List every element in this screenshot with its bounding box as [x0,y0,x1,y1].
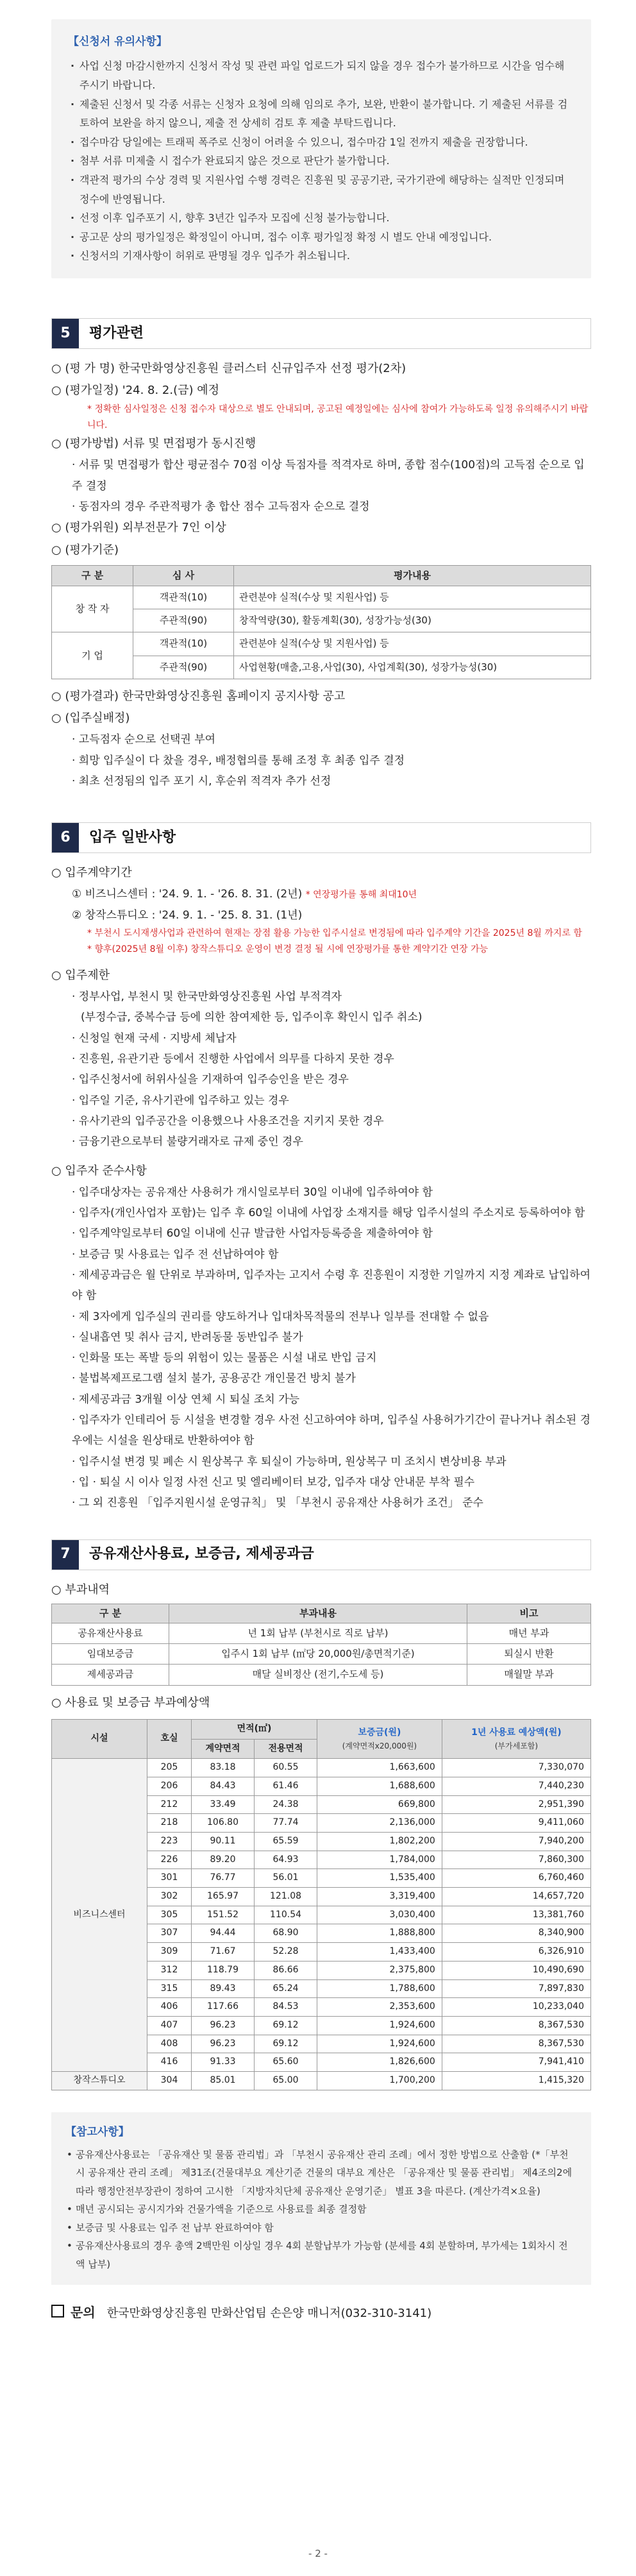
room-assignment: ○ (입주실배정) [51,711,130,725]
fees-title: ○ 부과내역 [51,1582,110,1597]
table-cell: 65.60 [255,2053,317,2072]
section-number: 5 [52,319,79,348]
contact-label: 문의 [71,2305,96,2321]
eval-committee: ○ (평가위원) 외부전문가 7인 이상 [51,521,226,535]
table-header [317,1719,442,1758]
table-cell: 2,375,800 [317,1961,442,1979]
table-cell: 151.52 [192,1906,255,1924]
table-header: 호실 [147,1719,192,1758]
table-cell: 84.53 [255,1998,317,2017]
table-cell: 1,688,600 [317,1777,442,1795]
rule-item: · 제세공과금은 월 단위로 부과하며, 입주자는 고지서 수령 후 진흥원이 지정한 기일까지 지정 계좌로 납입하여야 함 [72,1268,591,1303]
notice-list [68,56,574,266]
table-row [52,632,591,656]
table-cell: 33.49 [192,1795,255,1814]
table-row [52,656,591,679]
rules-title: ○ 입주자 준수사항 [51,1164,147,1178]
table-cell: 9,411,060 [442,1814,590,1833]
table-cell: 공유재산사용료 [52,1623,169,1643]
table-cell: 301 [147,1869,192,1888]
eval-result: ○ (평가결과) 한국만화영상진흥원 홈페이지 공지사항 공고 [51,689,346,703]
section-title: 평가관련 [89,325,144,341]
restriction-item: · 정부사업, 부천시 및 한국만화영상진흥원 사업 부적격자 [72,990,342,1004]
notice-item: · 선정 이후 입주포기 시, 향후 3년간 입주자 모집에 신청 불가능합니다. [68,208,574,228]
table-cell: 206 [147,1777,192,1795]
rule-item: · 제 3자에게 입주실의 권리를 양도하거나 입대차목적물의 전부나 일부를 전대할 수 없음 [72,1310,489,1323]
restriction-item: · 유사기관의 입주공간을 이용했으나 사용조건을 지키지 못한 경우 [72,1114,384,1128]
notice-box [51,19,591,278]
table-cell: 121.08 [255,1888,317,1906]
table-cell: 52.28 [255,1943,317,1962]
reference-item: • 공유재산사용료는 「공유재산 및 물품 관리법」과 「부천시 공유재산 관리 조례」에서 정한 방법으로 산출함 (*「부천시 공유재산 관리 조례」 제31조(건물대부요 계산기준 건물의 대부요 계산은 「공유재산 및 물품 관리법」 제4조의2에 따라 행정안전부장관이 정하여 고시한 「지방자치단체 공유재산 운영기준」 별표 3을 따른다. (계산가격×요율) [65,2146,577,2201]
facility-cell: 창작스튜디오 [52,2071,147,2090]
table-cell: 89.20 [192,1851,255,1869]
table-cell: 7,330,070 [442,1759,590,1777]
rule-item: · 입주대상자는 공유재산 사용허가 개시일로부터 30일 이내에 입주하여야 함 [72,1185,433,1199]
estimate-table-body [52,1759,591,2090]
table-cell: 1,888,800 [317,1924,442,1943]
contract-period: ○ 입주계약기간 [51,866,132,880]
fees-table [51,1604,591,1686]
eval-schedule: ○ (평가일정) '24. 8. 2.(금) 예정 [51,384,220,398]
table-cell: 년 1회 납부 (부천시로 직로 납부) [169,1623,467,1643]
rule-item: · 불법복제프로그램 설치 불가, 공용공간 개인물건 방치 불가 [72,1372,356,1385]
rule-item: · 입주자(개인사업자 포함)는 입주 후 60일 이내에 사업장 소재지를 해당 입주시설의 주소지로 등록하여야 함 [72,1207,585,1220]
table-cell: 1,415,320 [442,2071,590,2090]
table-cell: 226 [147,1851,192,1869]
table-cell: 117.66 [192,1998,255,2017]
notice-item: · 접수마감 당일에는 트래픽 폭주로 신청이 어려울 수 있으니, 접수마감 1일 전까지 제출을 권장합니다. [68,133,574,152]
table-cell: 퇴실시 반환 [467,1644,591,1665]
page-number: - 2 - [308,2548,328,2559]
rule-item: · 입주시설 변경 및 폐손 시 원상복구 후 퇴실이 가능하며, 원상복구 미 조치시 변상비용 부과 [72,1455,506,1468]
table-cell: 77.74 [255,1814,317,1833]
table-cell: 110.54 [255,1906,317,1924]
estimate-table [51,1719,591,2090]
table-cell: 8,367,530 [442,2016,590,2035]
eval-name: ○ (평 가 명) 한국만화영상진흥원 클러스터 신규입주자 선정 평가(2차) [51,361,406,375]
table-cell: 1,924,600 [317,2035,442,2053]
table-row [52,1644,591,1665]
table-cell: 64.93 [255,1851,317,1869]
eval-method-detail: · 서류 및 면접평가 합산 평균점수 70점 이상 득점자를 적격자로 하며, 종합 점수(100점)의 고득점 순으로 입주 결정 [72,459,585,493]
table-cell: 1,433,400 [317,1943,442,1962]
section-title: 입주 일반사항 [89,829,176,846]
table-cell: 2,353,600 [317,1998,442,2017]
table-cell: 165.97 [192,1888,255,1906]
table-cell: 주관적(90) [133,656,234,679]
table-cell: 매년 부과 [467,1623,591,1643]
table-row [52,609,591,632]
restrictions-title: ○ 입주제한 [51,969,110,982]
table-cell: 90.11 [192,1833,255,1851]
fee-subheader: (부가세포함) [494,1741,539,1750]
criteria-table [51,565,591,679]
table-header [442,1719,590,1758]
table-cell: 객관적(10) [133,632,234,656]
table-cell: 84.43 [192,1777,255,1795]
table-header: 전용면적 [255,1739,317,1759]
table-cell: 입주시 1회 납부 (㎡당 20,000원/총면적기준) [169,1644,467,1665]
notice-item: · 공고문 상의 평가일정은 확정일이 아니며, 접수 이후 평가일정 확정 시 별도 안내 예정입니다. [68,228,574,247]
table-cell: 669,800 [317,1795,442,1814]
table-cell: 205 [147,1759,192,1777]
table-header: 비고 [467,1604,591,1623]
deposit-subheader: (계약면적x20,000원) [342,1741,417,1750]
table-cell: 60.55 [255,1759,317,1777]
table-cell: 89.43 [192,1979,255,1998]
table-header: 부과내용 [169,1604,467,1623]
section-number: 6 [52,823,79,852]
restriction-item: · 신청일 현재 국세 · 지방세 체납자 [72,1031,237,1045]
table-cell: 1,924,600 [317,2016,442,2035]
table-cell: 객관적(10) [133,586,234,609]
table-cell: 94.44 [192,1924,255,1943]
table-cell: 212 [147,1795,192,1814]
room-assignment-item: · 최초 선정됨의 입주 포기 시, 후순위 적격자 추가 선정 [72,774,331,788]
facility-cell: 비즈니스센터 [52,1759,147,2072]
table-cell: 매달 실비정산 (전기,수도세 등) [169,1665,467,1685]
table-cell: 1,700,200 [317,2071,442,2090]
table-cell: 65.24 [255,1979,317,1998]
table-header: 심 사 [133,565,234,586]
table-header: 구 분 [52,565,133,586]
notice-item: · 첨부 서류 미제출 시 접수가 완료되지 않은 것으로 판단가 불가합니다. [68,151,574,171]
rule-item: · 인화물 또는 폭발 등의 위험이 있는 물품은 시설 내로 반입 금지 [72,1352,377,1365]
table-cell: 10,233,040 [442,1998,590,2017]
table-row [52,1665,591,1685]
table-cell: 407 [147,2016,192,2035]
table-cell: 13,381,760 [442,1906,590,1924]
table-cell: 86.66 [255,1961,317,1979]
table-cell: 83.18 [192,1759,255,1777]
table-cell: 6,760,460 [442,1869,590,1888]
table-cell: 1,663,600 [317,1759,442,1777]
rule-item: · 제세공과금 3개월 이상 연체 시 퇴실 조치 가능 [72,1393,300,1406]
rule-item: · 입주계약일로부터 60일 이내에 신규 발급한 사업자등록증을 제출하여야 함 [72,1227,433,1241]
period-business: ① 비즈니스센터 : '24. 9. 1. - '26. 8. 31. (2년) [72,888,303,901]
notice-item: · 객관적 평가의 수상 경력 및 지원사업 수행 경력은 진흥원 및 공공기관, 국가기관에 해당하는 실적만 인정되며 정수에 반영됩니다. [68,171,574,208]
section-7-header [51,1539,591,1570]
table-cell: 2,136,000 [317,1814,442,1833]
references-title: 【참고사항】 [65,2125,130,2139]
table-cell: 302 [147,1888,192,1906]
table-cell: 1,535,400 [317,1869,442,1888]
period-note: * 연장평가를 통해 최대10년 [305,890,417,901]
section-title: 공유재산사용료, 보증금, 제세공과금 [89,1546,314,1563]
notice-item: · 제출된 신청서 및 각종 서류는 신청자 요청에 의해 임의로 추가, 보완, 반환이 불가합니다. 기 제출된 서류를 검토하여 보완을 하지 않으니, 제출 전 상세히 검토 후 제출 부탁드립니다. [68,95,574,133]
table-cell: 1,802,200 [317,1833,442,1851]
table-cell: 관련분야 실적(수상 및 지원사업) 등 [234,586,591,609]
table-cell: 96.23 [192,2035,255,2053]
table-cell: 24.38 [255,1795,317,1814]
table-row [52,586,591,609]
eval-criteria: ○ (평가기준) [51,543,119,557]
table-cell: 7,860,300 [442,1851,590,1869]
table-cell: 69.12 [255,2016,317,2035]
deposit-header: 보증금(원) [358,1727,401,1738]
rule-item: · 입 · 퇴실 시 이사 일정 사전 신고 및 엘리베이터 보강, 입주자 대상 안내문 부착 필수 [72,1475,475,1489]
table-cell: 309 [147,1943,192,1962]
restriction-item: · 금융기관으로부터 불량거래자로 규제 중인 경우 [72,1135,303,1149]
table-cell: 71.67 [192,1943,255,1962]
eval-schedule-note: * 정확한 심사일정은 신청 접수자 대상으로 별도 안내되며, 공고된 예정일에는 심사에 참여가 가능하도록 일정 유의해주시기 바랍니다. [87,404,589,430]
contract-period-item: ② 창작스튜디오 : '24. 9. 1. - '25. 8. 31. (1년) [72,908,303,922]
table-cell: 7,897,830 [442,1979,590,1998]
references-list [65,2146,577,2274]
contact-text: 한국만화영상진흥원 만화산업팀 손은양 매니저(032-310-3141) [106,2307,432,2321]
table-cell: 주관적(90) [133,609,234,632]
table-header: 계약면적 [192,1739,255,1759]
group-cell: 기 업 [52,632,133,679]
table-cell: 1,826,600 [317,2053,442,2072]
room-assignment-item: · 희망 입주실이 다 찼을 경우, 배정협의를 통해 조정 후 최종 입주 결정 [72,754,405,767]
table-cell: 사업현황(매출,고용,사업(30), 사업계획(30), 성장가능성(30) [234,656,591,679]
reference-item: • 공유재산사용료의 경우 총액 2백만원 이상일 경우 4회 분할납부가 가능함 (분세를 4회 분할하며, 부가세는 1회차시 전액 납부) [65,2237,577,2273]
table-cell: 65.00 [255,2071,317,2090]
table-cell: 제세공과금 [52,1665,169,1685]
contact-line [51,2303,591,2323]
table-cell: 118.79 [192,1961,255,1979]
table-cell: 61.46 [255,1777,317,1795]
table-cell: 매월말 부과 [467,1665,591,1685]
table-cell: 307 [147,1924,192,1943]
table-cell: 69.12 [255,2035,317,2053]
table-header: 시설 [52,1719,147,1758]
table-cell: 96.23 [192,2016,255,2035]
table-cell: 관련분야 실적(수상 및 지원사업) 등 [234,632,591,656]
table-cell: 406 [147,1998,192,2017]
table-header: 구 분 [52,1604,169,1623]
table-cell: 8,367,530 [442,2035,590,2053]
table-cell: 14,657,720 [442,1888,590,1906]
section-6-header [51,822,591,853]
references-box [51,2112,591,2285]
contract-period-item [51,884,591,904]
table-cell: 305 [147,1906,192,1924]
table-cell: 416 [147,2053,192,2072]
table-cell: 1,788,600 [317,1979,442,1998]
restriction-item: · 입주신청서에 허위사실을 기재하여 입주승인을 받은 경우 [72,1073,349,1087]
section-number: 7 [52,1540,79,1570]
notice-title: 【신청서 유의사항】 [68,35,167,48]
section-5-header [51,318,591,349]
restriction-item: (부정수급, 중복수급 등에 의한 참여제한 등, 입주이후 확인시 입주 취소) [81,1011,423,1024]
table-cell: 304 [147,2071,192,2090]
period-note: * 향후(2025년 8월 이후) 창작스튜디오 운영이 변경 결정 될 시에 연장평가를 통한 계약기간 연장 가능 [87,944,489,954]
table-cell: 1,784,000 [317,1851,442,1869]
table-cell: 3,030,400 [317,1906,442,1924]
table-cell: 68.90 [255,1924,317,1943]
estimate-title: ○ 사용료 및 보증금 부과예상액 [51,1695,210,1709]
reference-item: • 매년 공시되는 공시지가와 건물가액을 기준으로 사용료를 최종 결정함 [65,2200,577,2219]
group-cell: 창 작 자 [52,586,133,632]
table-cell: 218 [147,1814,192,1833]
eval-method-detail: · 동점자의 경우 주관적평가 총 합산 점수 고득점자 순으로 결정 [72,500,370,514]
table-cell: 3,319,400 [317,1888,442,1906]
table-cell: 2,951,390 [442,1795,590,1814]
table-cell: 6,326,910 [442,1943,590,1962]
table-header: 면적(㎡) [192,1719,317,1739]
table-cell: 223 [147,1833,192,1851]
rule-item: · 보증금 및 사용료는 입주 전 선납하여야 함 [72,1248,279,1261]
restriction-item: · 진흥원, 유관기관 등에서 진행한 사업에서 의무를 다하지 못한 경우 [72,1053,394,1066]
rule-item: · 입주자가 인테리어 등 시설을 변경할 경우 사전 신고하여야 하며, 입주실 사용허가기간이 끝나거나 취소된 경우에는 시설을 원상태로 반환하여야 함 [72,1414,591,1448]
table-row [52,2071,591,2090]
notice-item: · 사업 신청 마감시한까지 신청서 작성 및 관련 파일 업로드가 되지 않을 경우 접수가 불가하므로 시간을 엄수해 주시기 바랍니다. [68,56,574,94]
table-cell: 106.80 [192,1814,255,1833]
table-cell: 임대보증금 [52,1644,169,1665]
table-cell: 56.01 [255,1869,317,1888]
restriction-item: · 입주일 기준, 유사기관에 입주하고 있는 경우 [72,1094,289,1107]
rule-item: · 그 외 진흥원 「입주지원시설 운영규칙」 및 「부천시 공유재산 사용허가 조건」 준수 [72,1496,483,1510]
eval-method: ○ (평가방법) 서류 및 면접평가 동시진행 [51,437,256,451]
table-cell: 85.01 [192,2071,255,2090]
fee-header: 1년 사용료 예상액(원) [471,1727,562,1738]
checkbox-square-icon [51,2305,64,2318]
period-note: * 부천시 도시재생사업과 관련하여 현재는 장점 활용 가능한 입주시설로 변경됨에 따라 입주계약 기간을 2025년 8월 까지로 함 [87,928,582,938]
room-assignment-item: · 고득점자 순으로 선택권 부여 [72,733,216,747]
table-row [52,1623,591,1643]
table-cell: 312 [147,1961,192,1979]
table-cell: 315 [147,1979,192,1998]
table-row [52,1759,591,1777]
table-cell: 7,940,200 [442,1833,590,1851]
table-header: 평가내용 [234,565,591,586]
table-cell: 7,440,230 [442,1777,590,1795]
rule-item: · 실내흡연 및 취사 금지, 반려동물 동반입주 불가 [72,1330,303,1344]
notice-item: · 신청서의 기재사항이 허위로 판명될 경우 입주가 취소됩니다. [68,246,574,266]
table-cell: 91.33 [192,2053,255,2072]
table-cell: 창작역량(30), 활동계획(30), 성장가능성(30) [234,609,591,632]
table-cell: 65.59 [255,1833,317,1851]
table-cell: 7,941,410 [442,2053,590,2072]
reference-item: • 보증금 및 사용료는 입주 전 납부 완료하여야 함 [65,2219,577,2237]
table-cell: 76.77 [192,1869,255,1888]
table-cell: 8,340,900 [442,1924,590,1943]
table-cell: 408 [147,2035,192,2053]
table-cell: 10,490,690 [442,1961,590,1979]
